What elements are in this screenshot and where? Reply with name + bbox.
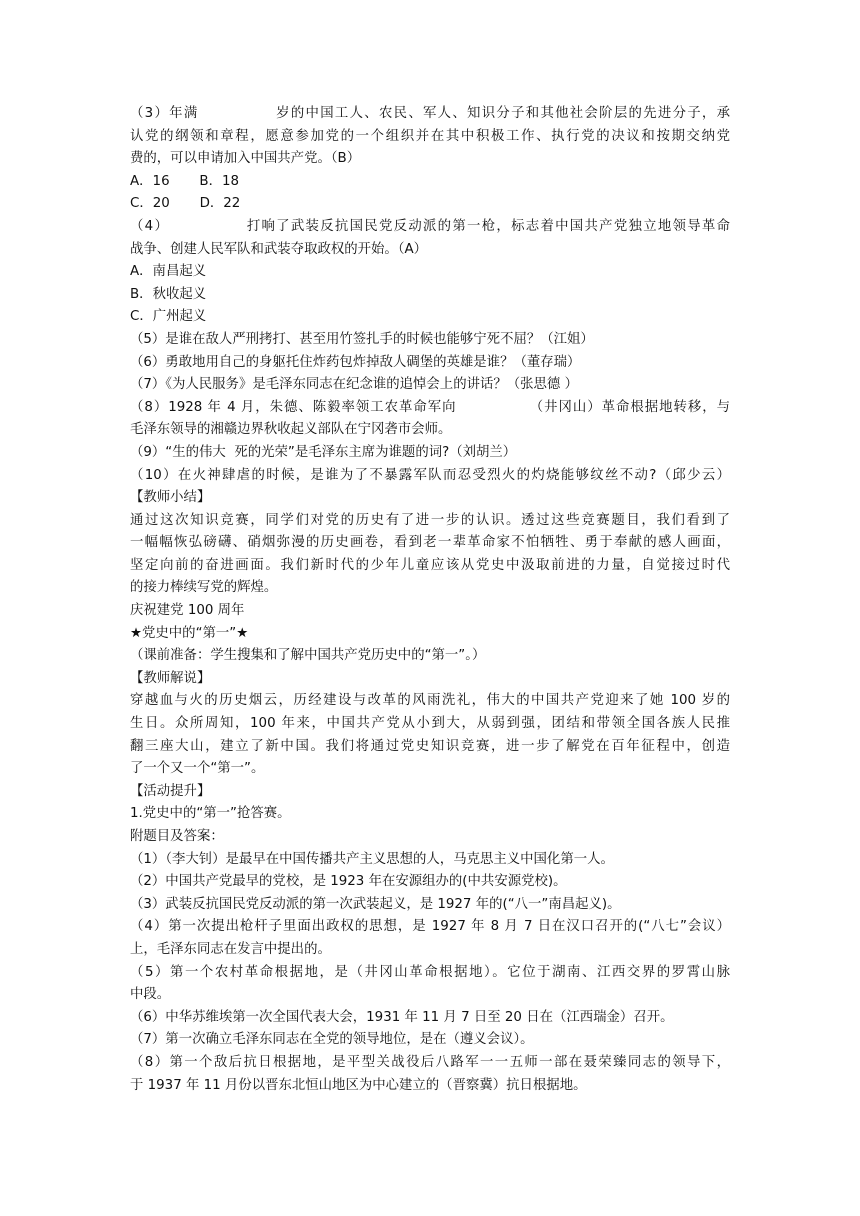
text-line: （7）第一次确立毛泽东同志在全党的领导地位，是在（遵义会议）。	[130, 1032, 534, 1048]
text-line: （5）第一个农村革命根据地，是（井冈山革命根据地）。它位于湖南、江西交界的罗霄山脉	[130, 964, 730, 980]
text-line: （8）1928 年 4 月，朱德、陈毅率领工农革命军向 （井冈山）革命根据地转移，与	[130, 399, 730, 415]
text-line: （4）第一次提出枪杆子里面出政权的思想，是 1927 年 8 月 7 日在汉口召开的(“八七”会议）	[130, 919, 730, 935]
text-line: C．20 D．22	[130, 196, 241, 212]
text-line: 费的，可以申请加入中国共产党。（B）	[130, 151, 361, 167]
text-line: （9）“生的伟大 死的光荣”是毛泽东主席为谁题的词?（刘胡兰）	[130, 444, 517, 460]
text-line: 通过这次知识竞赛，同学们对党的历史有了进一步的认识。透过这些竞赛题目，我们看到了	[130, 512, 730, 528]
text-line: （6）中华苏维埃第一次全国代表大会，1931 年 11 月 7 日至 20 日在（江西瑞金）召开。	[130, 1009, 674, 1025]
text-line: 战争、创建人民军队和武装夺取政权的开始。（A）	[130, 241, 428, 257]
text-line: 附题目及答案：	[130, 829, 224, 844]
text-line: 翻三座大山，建立了新中国。我们将通过党史知识竞赛，进一步了解党在百年征程中，创造	[130, 738, 730, 754]
text-line: 认党的纲领和章程，愿意参加党的一个组织并在其中积极工作、执行党的决议和按期交纳党	[130, 128, 730, 144]
text-line: （1）（李大钊）是最早在中国传播共产主义思想的人，马克思主义中国化第一人。	[130, 851, 614, 867]
text-line: 生日。众所周知，100 年来，中国共产党从小到大，从弱到强，团结和带领全国各族人民推	[130, 716, 730, 732]
text-line: 1.党史中的“第一”抢答赛。	[130, 806, 291, 822]
text-line: 于 1937 年 11 月份以晋东北恒山地区为中心建立的（晋察冀）抗日根据地。	[130, 1077, 587, 1093]
text-line: （8）第一个敌后抗日根据地，是平型关战役后八路军一一五师一部在聂荣臻同志的领导下，	[130, 1054, 730, 1070]
text-line: （5）是谁在敌人严刑拷打、甚至用竹签扎手的时候也能够宁死不屈？（江姐）	[130, 331, 594, 347]
text-line: C．广州起义	[130, 309, 207, 325]
text-line: 一幅幅恢弘磅礴、硝烟弥漫的历史画卷，看到老一辈革命家不怕牺牲、勇于奉献的感人画面，	[130, 535, 730, 551]
text-line: 【活动提升】	[130, 783, 211, 799]
text-line: （2）中国共产党最早的党校，是 1923 年在安源组办的(中共安源党校)。	[130, 874, 567, 890]
text-line: 了一个又一个“第一”。	[130, 761, 265, 777]
text-line: （7）《为人民服务》是毛泽东同志在纪念谁的追悼会上的讲话？（张思德 ）	[130, 377, 578, 393]
text-line: 穿越血与火的历史烟云，历经建设与改革的风雨洗礼，伟大的中国共产党迎来了她 100 岁的	[130, 693, 730, 709]
text-line: A．南昌起义	[130, 264, 207, 280]
text-line: （10）在火神肆虐的时候，是谁为了不暴露军队而忍受烈火的灼烧能够纹丝不动?（邱少云）	[130, 467, 730, 483]
text-line: （3）年满 岁的中国工人、农民、军人、知识分子和其他社会阶层的先进分子，承	[130, 106, 730, 121]
text-line: B．秋收起义	[130, 286, 207, 302]
text-line: 庆祝建党 100 周年	[130, 603, 245, 619]
text-line: 的接力棒续写党的辉煌。	[130, 580, 278, 596]
text-line: 坚定向前的奋进画面。我们新时代的少年儿童应该从党史中汲取前进的力量，自觉接过时代	[130, 557, 730, 573]
text-line: 中段。	[130, 987, 171, 1003]
text-line: 上，毛泽东同志在发言中提出的。	[130, 941, 331, 957]
document-page	[130, 103, 730, 1097]
text-line: 【教师解说】	[130, 670, 211, 686]
text-line: 毛泽东领导的湘赣边界秋收起义部队在宁冈砻市会师。	[130, 422, 452, 438]
text-line: A．16 B．18	[130, 173, 240, 189]
text-line: （6）勇敢地用自己的身躯托住炸药包炸掉敌人碉堡的英雄是谁？（董存瑞）	[130, 354, 581, 370]
text-line: ★党史中的“第一”★	[130, 625, 249, 641]
text-line: （课前准备：学生搜集和了解中国共产党历史中的“第一”。）	[130, 648, 486, 664]
text-line: （4） 打响了武装反抗国民党反动派的第一枪，标志着中国共产党独立地领导革命	[130, 218, 730, 234]
text-line: （3）武装反抗国民党反动派的第一次武装起义，是 1927 年的(“八一”南昌起义)。	[130, 896, 621, 912]
text-line: 【教师小结】	[130, 490, 211, 506]
